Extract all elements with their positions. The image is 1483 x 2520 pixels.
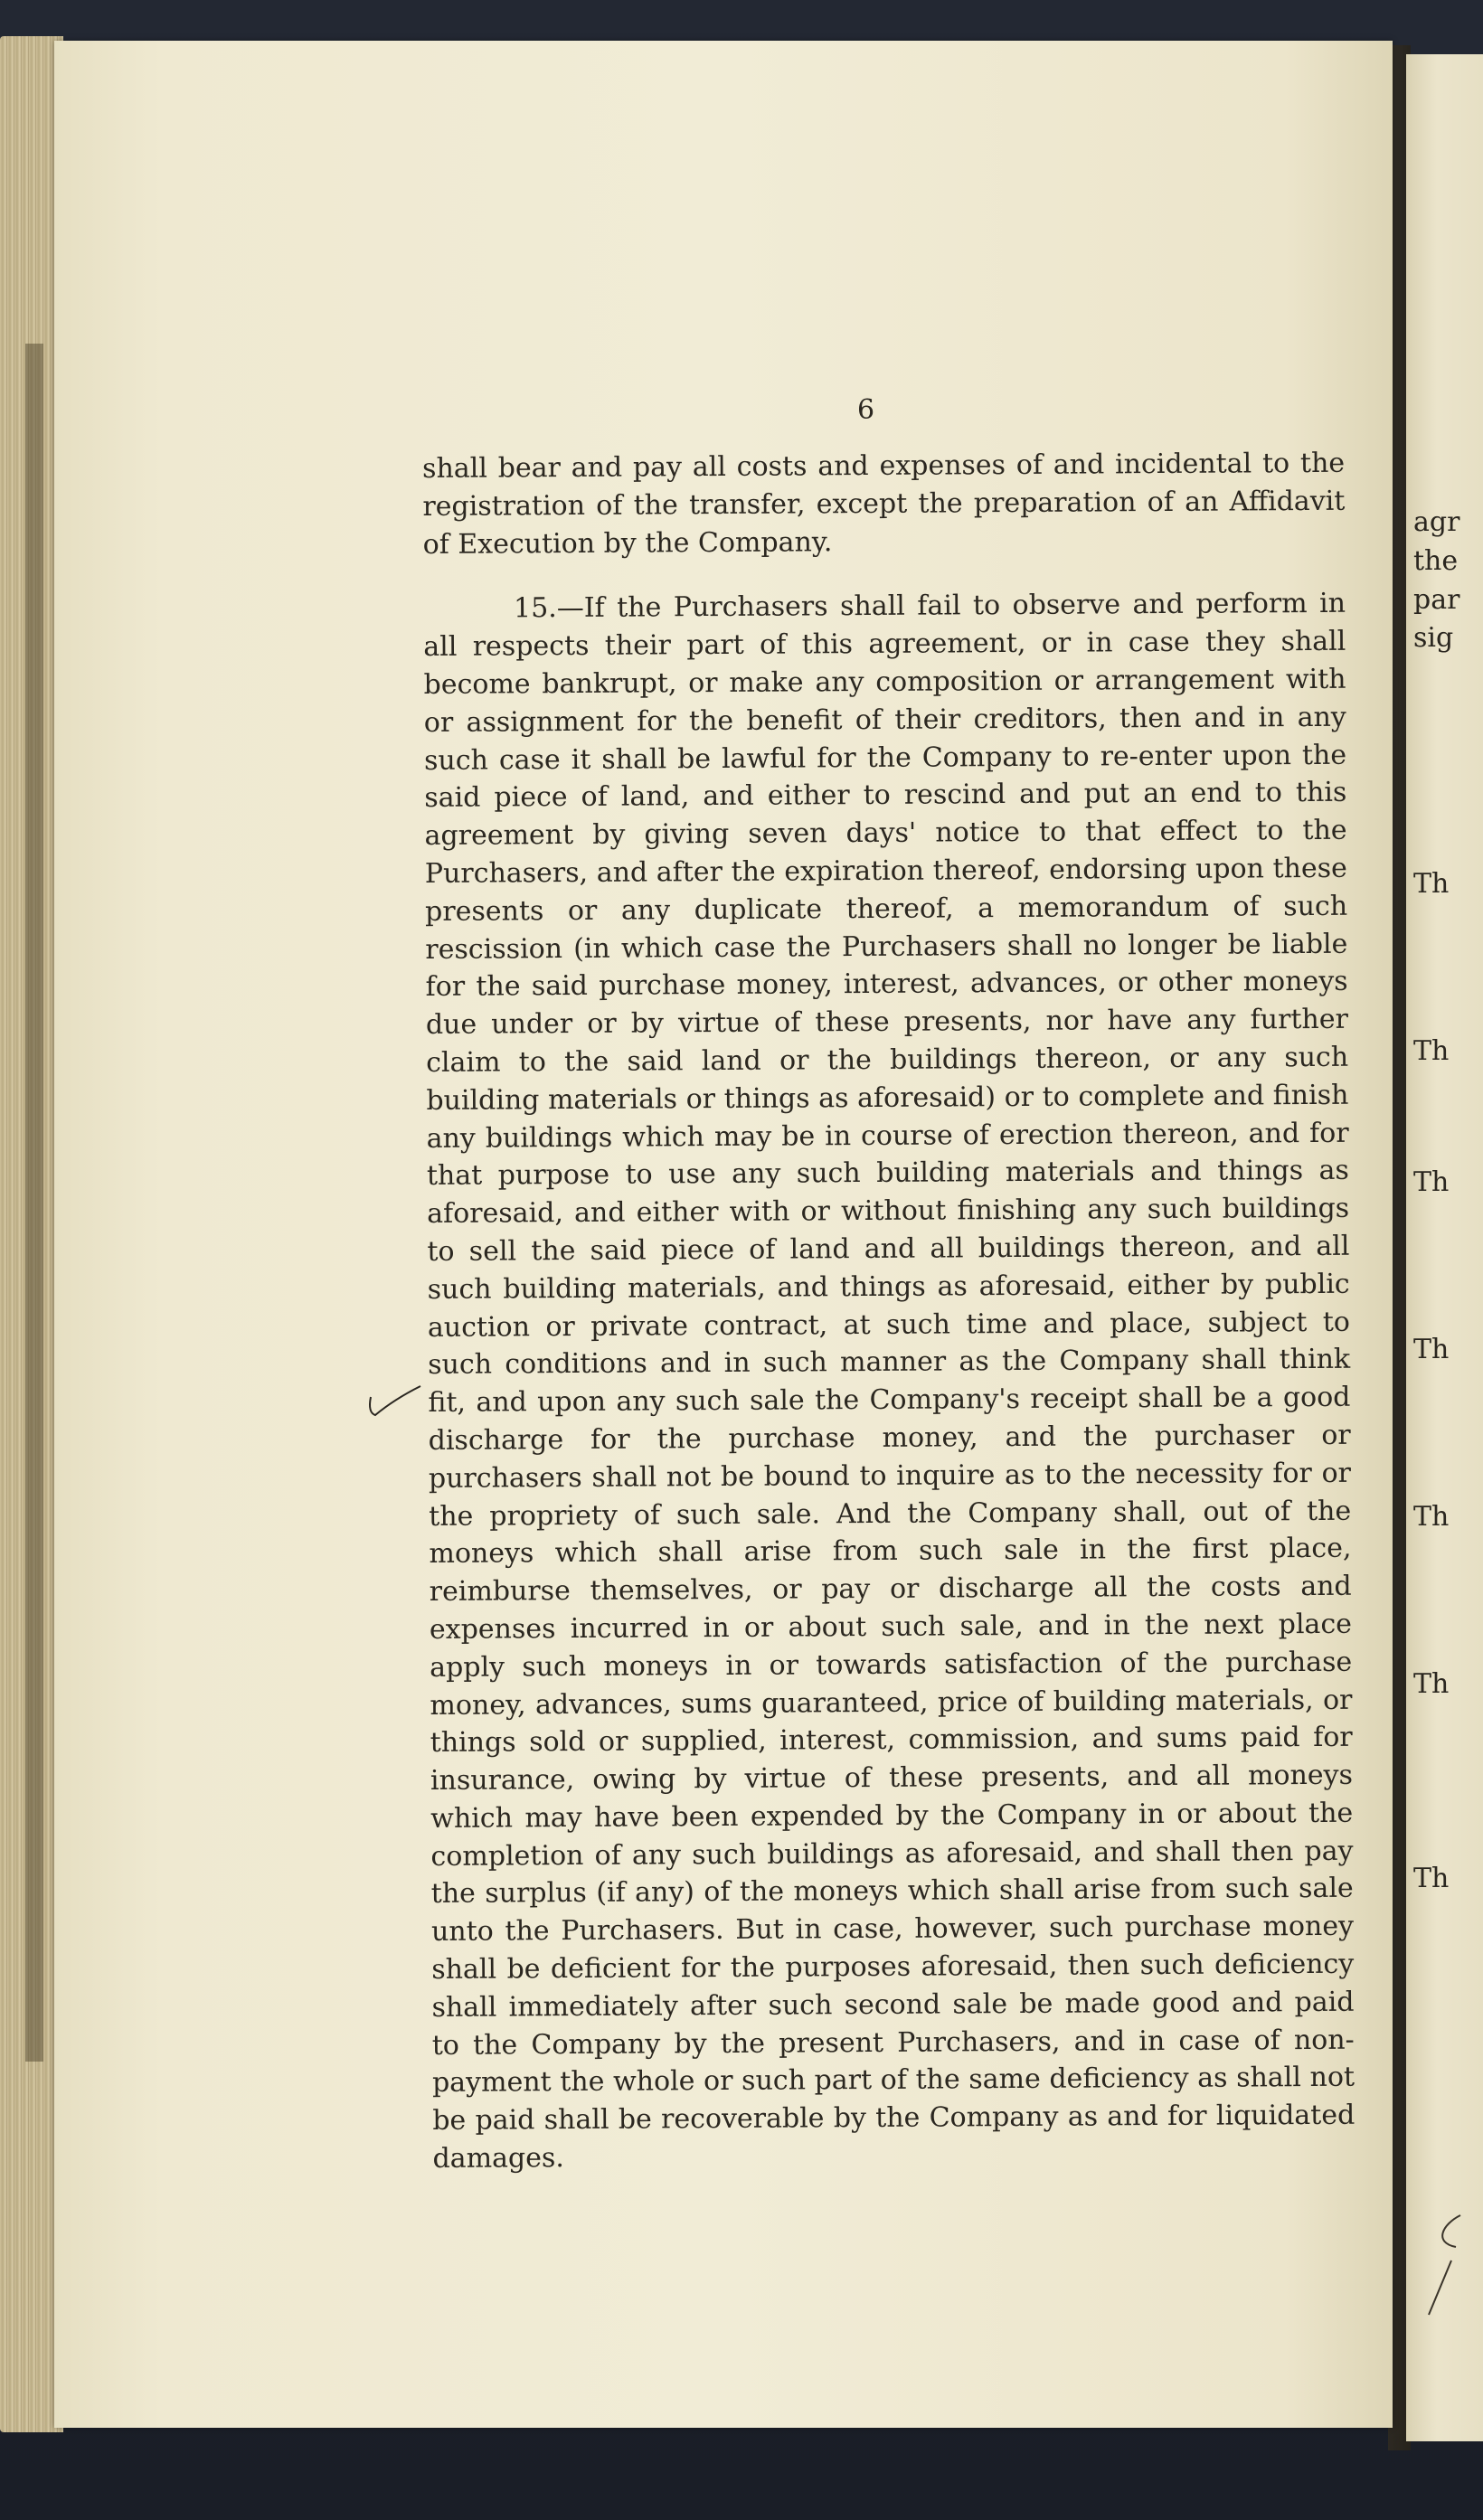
next-page-fragment: Th bbox=[1413, 1668, 1450, 1700]
paragraph-15-default-clause: 15.—If the Purchasers shall fail to observe and perform in all respects their part of this agreement, or in case they shall become bankrupt, or make any composition or arrangement with or assignment for the benefit of their creditors, then and in any such case it shall be lawful for the Company to re-enter upon the said piece of land, and either to rescind and put an end to this agreement by giving seven days' notice to that effect to the Purchasers, and after the expiration thereof, endorsing upon these presents or any duplicate thereof, a memorandum of such rescission (in which case the Purchasers shall no longer be liable for the said purchase money, interest, advances, or other moneys due under or by virtue of these presents, nor have any further claim to the said land or the buildings thereon, or any such building materials or things as aforesaid) or to complete and finish any buildings which may be in course of erection thereon, and for that purpose to use any such building materials and things as aforesaid, and either with or without finishing any such buildings to sell the said piece of land and all buildings thereon, and all such building materials, and things as aforesaid, either by public auction or private contract, at such time and place, subject to such conditions and in such manner as the Company shall think fit, and upon any such sale the Company's receipt shall be a good discharge for the purchase money, and the purchaser or purchasers shall not be bound to inquire as to the necessity for or the propriety of such sale. And the Company shall, out of the moneys which shall arise from such sale in the first place, reimburse themselves, or pay or discharge all the costs and expenses incurred in or about such sale, and in the next place apply such moneys in or towards satisfaction of the purchase money, advances, sums guaranteed, price of building materials, or things sold or supplied, interest, commission, and sums paid for insurance, owing by virtue of these presents, and all moneys which may have been expended by the Company in or about the completion of any such buildings as aforesaid, and shall then pay the surplus (if any) of the moneys which shall arise from such sale unto the Purchasers. But in case, however, such purchase money shall be deficient for the purposes aforesaid, then such deficiency shall immediately after such second sale be made good and paid to the Company by the present Purchasers, and in case of non-payment the whole or such part of the same deficiency as shall not be paid shall be recoverable by the Company as and for liquidated damages. bbox=[423, 588, 1355, 2176]
page-number: 6 bbox=[857, 394, 875, 426]
next-page-edge bbox=[1406, 54, 1483, 2441]
next-page-fragment: Th bbox=[1413, 1863, 1450, 1894]
next-page-fragment: sig bbox=[1413, 622, 1454, 654]
next-page-fragment: Th bbox=[1413, 868, 1450, 900]
book-spine-shadow bbox=[25, 344, 43, 2062]
pencil-mark-icon bbox=[1424, 2206, 1478, 2333]
next-page-fragment: Th bbox=[1413, 1166, 1450, 1198]
handwritten-tick-icon bbox=[366, 1379, 430, 1424]
next-page-fragment: par bbox=[1413, 584, 1460, 616]
next-page-fragment: agr bbox=[1413, 506, 1460, 538]
next-page-fragment: Th bbox=[1413, 1035, 1450, 1067]
document-body bbox=[422, 445, 1355, 2178]
paragraph-costs: shall bear and pay all costs and expenses of and incidental to the registration of the transfer, except the preparation of an Affidavit of Execution by the Company. bbox=[422, 447, 1346, 561]
next-page-fragment: Th bbox=[1413, 1501, 1450, 1533]
next-page-fragment: Th bbox=[1413, 1334, 1450, 1365]
next-page-fragment: the bbox=[1413, 545, 1459, 577]
